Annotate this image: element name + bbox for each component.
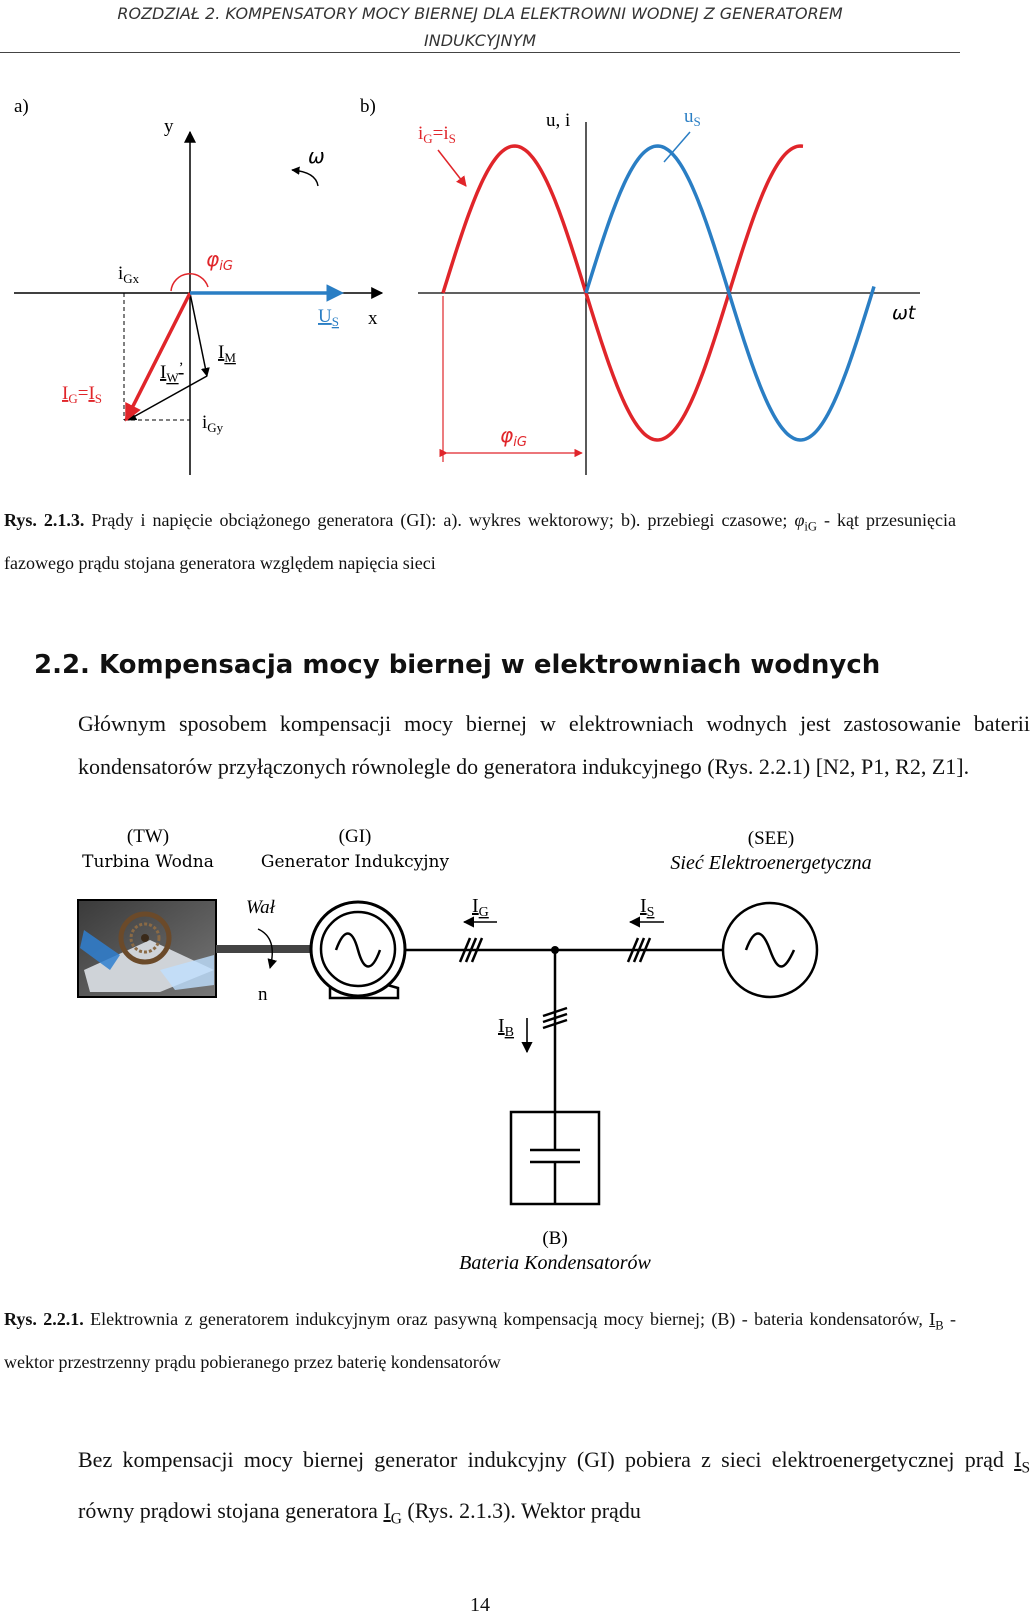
three-phase-mark-b <box>543 1008 567 1028</box>
capacitor-bank-symbol <box>511 1112 599 1204</box>
us-vector-label: $U_S$ <box>318 306 339 329</box>
generator-symbol <box>311 902 405 998</box>
section-paragraph: Głównym sposobem kompensacji mocy biernej w elektrowniach wodnych jest zastosowanie baterii kondensatorów przyłączonych równolegle do generatora indukcyjnego (Rys. 2.2.1) [N2, P1, R2, Z1]. <box>78 711 1030 779</box>
b-name: Bateria Kondensatorów <box>459 1252 651 1274</box>
rotation-arrow <box>292 170 318 186</box>
is-label: $I_S$ <box>640 895 655 920</box>
turbine-picture <box>78 900 216 997</box>
page-number: 14 <box>470 1594 490 1616</box>
igy-label: $i_{Gy}$ <box>202 412 224 435</box>
ig-pointer <box>438 150 466 186</box>
omega-label: ω <box>308 144 325 168</box>
b-abbr: (B) <box>542 1228 568 1249</box>
paragraph-2: Bez kompensacji mocy biernej generator indukcyjny (GI) pobiera z sieci elektroenergetycznej prąd $I_S$ równy prądowi stojana generatora $I_G$ (Rys. 2.1.3). Wektor prądu <box>78 1447 1030 1528</box>
phi-label: $\varphi_{iG}$ <box>206 247 233 274</box>
tw-name: Turbina Wodna <box>82 852 214 872</box>
grid-source-symbol <box>723 903 817 997</box>
wave-phi-label: $\varphi_{iG}$ <box>500 423 527 450</box>
wave-ui-label: u, i <box>546 110 571 131</box>
header-line-2: INDUKCYJNYM <box>424 31 536 50</box>
section-title: 2.2. Kompensacja mocy biernej w elektrowniach wodnych <box>34 650 881 680</box>
iw-label: $I_W^’$ <box>160 360 184 385</box>
tw-abbr: (TW) <box>126 826 170 847</box>
gi-abbr: (GI) <box>338 826 372 847</box>
figure-1-caption: Rys. 2.1.3. Prądy i napięcie obciążonego generatora (GI): a). wykres wektorowy; b). przebiegi czasowe; $\varphi_{iG}$ - kąt przesunięcia fazowego prądu stojana generatora względem napięcia sieci <box>4 510 957 573</box>
im-vector <box>190 293 207 376</box>
see-name: Sieć Elektroenergetyczna <box>670 852 872 874</box>
im-label: $I_M$ <box>218 342 236 365</box>
axis-y-label: y <box>164 116 174 137</box>
shaft-label: Wał <box>246 897 275 918</box>
ib-label: $I_B$ <box>498 1015 515 1040</box>
igx-label: $i_{Gx}$ <box>118 263 140 286</box>
running-header <box>0 0 960 54</box>
axis-x-label: x <box>368 308 378 329</box>
ig-label: $I_G$ <box>472 895 489 920</box>
header-rule <box>0 52 960 53</box>
figure-1 <box>0 90 960 490</box>
figure-2 <box>0 820 960 1280</box>
wave-us-label: $u_S$ <box>684 106 701 129</box>
panel-b-label: b) <box>360 96 376 117</box>
wave-ig-is-label: $i_G=i_S$ <box>418 123 456 146</box>
figure-2-caption: Rys. 2.2.1. Elektrownia z generatorem indukcyjnym oraz pasywną kompensacją mocy biernej; (B) - bateria kondensatorów, $I_B$ - wektor przestrzenny prądu pobieranego przez baterię kondensatorów <box>4 1309 957 1372</box>
panel-a-label: a) <box>14 96 29 117</box>
header-line-1: ROZDZIAŁ 2. KOMPENSATORY MOCY BIERNEJ DLA ELEKTROWNI WODNEJ Z GENERATOREM <box>117 4 843 23</box>
ig-vector <box>126 293 190 420</box>
see-abbr: (SEE) <box>747 828 795 849</box>
wave-wt-label: ωt <box>892 302 916 324</box>
gi-name: Generator Indukcyjny <box>260 852 450 872</box>
speed-label: n <box>258 984 268 1005</box>
ig-is-label: $I_G=I_S$ <box>62 383 102 406</box>
shaft <box>216 945 312 953</box>
